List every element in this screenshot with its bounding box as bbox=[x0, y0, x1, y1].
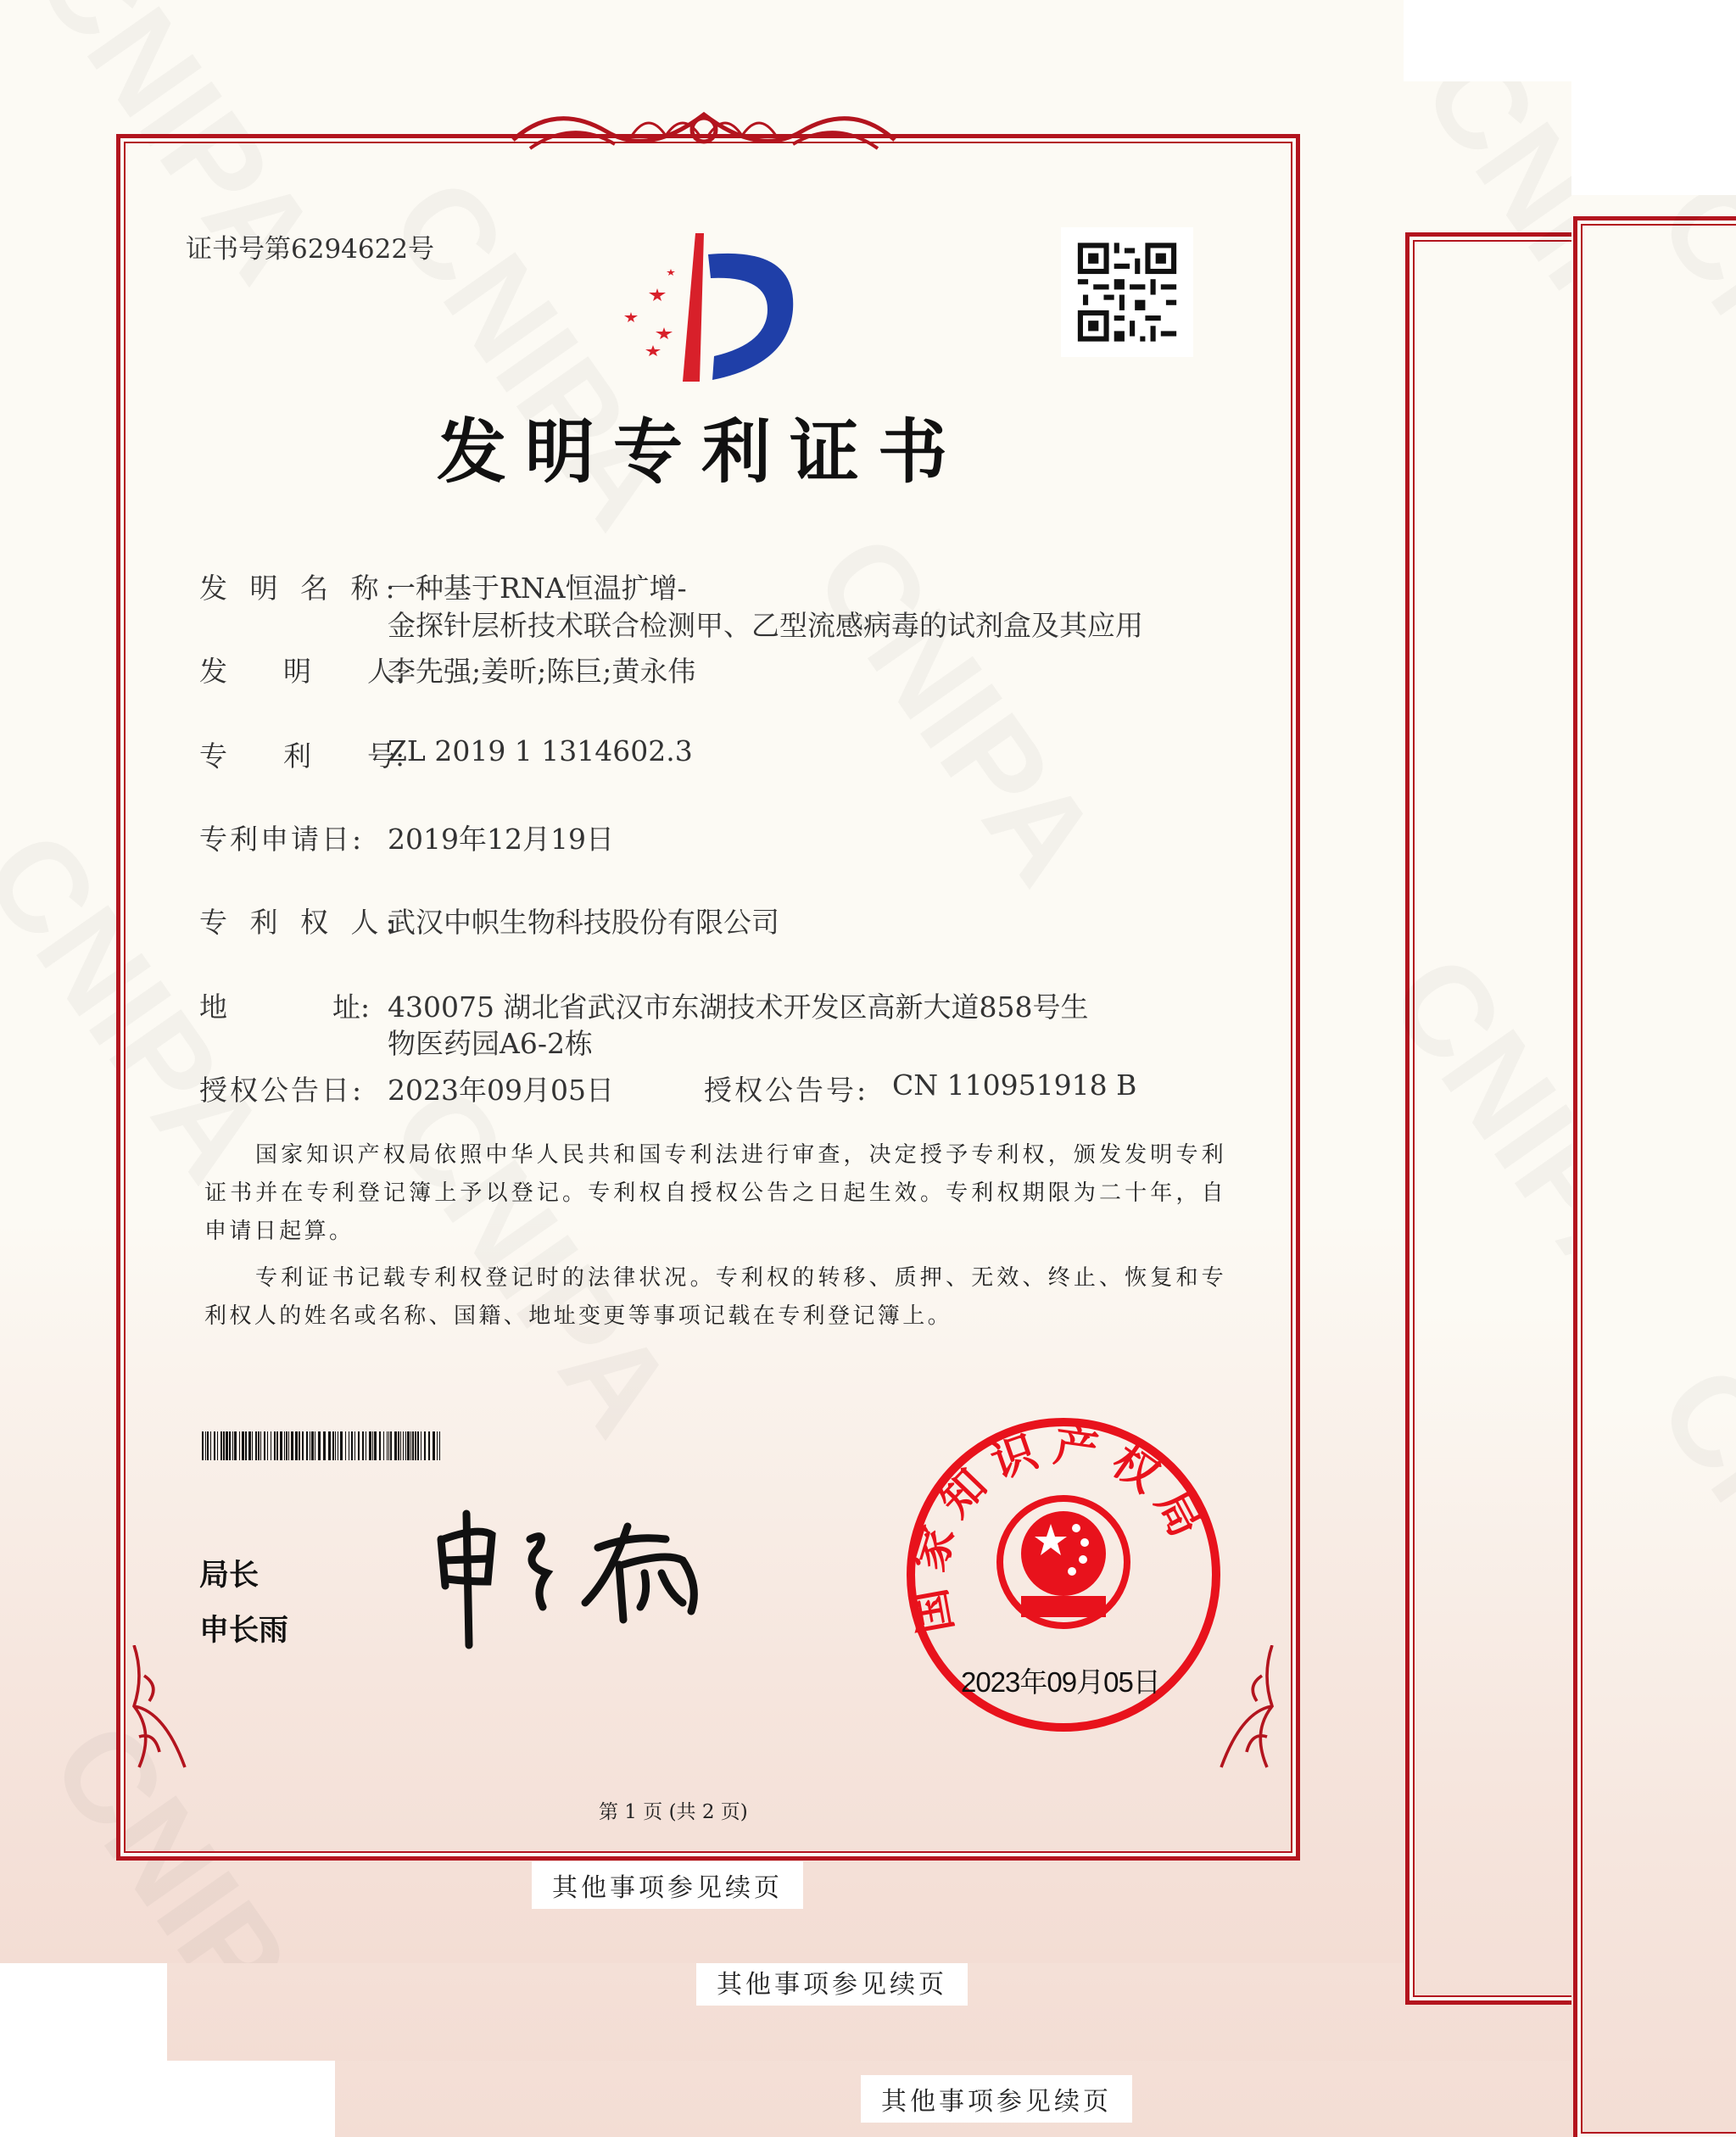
inventors: 李先强;姜昕;陈巨;黄永伟 bbox=[388, 655, 696, 688]
patentee: 武汉中帜生物科技股份有限公司 bbox=[388, 906, 779, 939]
director-title: 局长 bbox=[199, 1559, 260, 1593]
continuation-label-3: 其他事项参见续页 bbox=[861, 2075, 1132, 2123]
barcode bbox=[202, 1431, 617, 1460]
statement-paragraph-1: 国家知识产权局依照中华人民共和国专利法进行审查，决定授予专利权，颁发发明专利证书并在专利登记簿上予以登记。专利权自授权公告之日起生效。专利权期限为二十年，自申请日起算。 bbox=[204, 1142, 1226, 1244]
statement-paragraph-2: 专利证书记载专利权登记时的法律状况。专利权的转移、质押、无效、终止、恢复和专利权人的姓名或名称、国籍、地址变更等事项记载在专利登记簿上。 bbox=[204, 1265, 1226, 1329]
filing-date-label: 专利申请日: bbox=[199, 823, 365, 856]
corner-ornament-icon bbox=[109, 1645, 210, 1772]
grant-date: 2023年09月05日 bbox=[388, 1074, 614, 1107]
seal-date: 2023年09月05日 bbox=[961, 1666, 1160, 1698]
director-signature-icon bbox=[428, 1501, 725, 1654]
grant-number-label: 授权公告号: bbox=[704, 1074, 869, 1107]
patent-number: ZL 2019 1 1314602.3 bbox=[388, 734, 693, 767]
page-border bbox=[1573, 216, 1736, 2137]
grant-number: CN 110951918 B bbox=[892, 1068, 1137, 1102]
patent-number-label: 专 利 号: bbox=[199, 739, 405, 773]
invention-name-label: 发 明 名 称: bbox=[199, 572, 402, 605]
continuation-label-2: 其他事项参见续页 bbox=[696, 1958, 968, 2006]
filing-date: 2019年12月19日 bbox=[388, 823, 614, 856]
top-ornament-icon bbox=[505, 98, 903, 165]
patentee-label: 专 利 权 人: bbox=[199, 906, 402, 939]
address-line2: 物医药园A6-2栋 bbox=[388, 1027, 593, 1060]
address-label-suffix: 址: bbox=[332, 990, 371, 1024]
address: 430075 湖北省武汉市东湖技术开发区高新大道858号生 bbox=[388, 990, 1089, 1024]
barcode-bar bbox=[440, 1431, 443, 1460]
inventor-label: 发 明 人: bbox=[199, 655, 405, 688]
continuation-label-1: 其他事项参见续页 bbox=[532, 1861, 803, 1909]
grant-date-label: 授权公告日: bbox=[199, 1074, 365, 1107]
certificate-title: 发明专利证书 bbox=[437, 411, 967, 493]
seal-text: 国家知识产权局 bbox=[902, 1420, 1217, 1638]
director-name: 申长雨 bbox=[199, 1614, 289, 1648]
invention-name: 一种基于RNA恒温扩增- bbox=[388, 572, 687, 605]
qr-code[interactable] bbox=[1061, 227, 1193, 357]
address-label: 地 bbox=[199, 990, 227, 1024]
cnipa-logo-icon bbox=[602, 229, 810, 386]
certificate-statement bbox=[204, 1136, 1226, 1344]
qr-code-icon bbox=[1061, 227, 1193, 357]
certificate-number: 证书号第6294622号 bbox=[186, 234, 435, 265]
invention-name-line2: 金探针层析技术联合检测甲、乙型流感病毒的试剂盒及其应用 bbox=[388, 609, 1143, 642]
page-indicator: 第 1 页 (共 2 页) bbox=[599, 1801, 748, 1823]
